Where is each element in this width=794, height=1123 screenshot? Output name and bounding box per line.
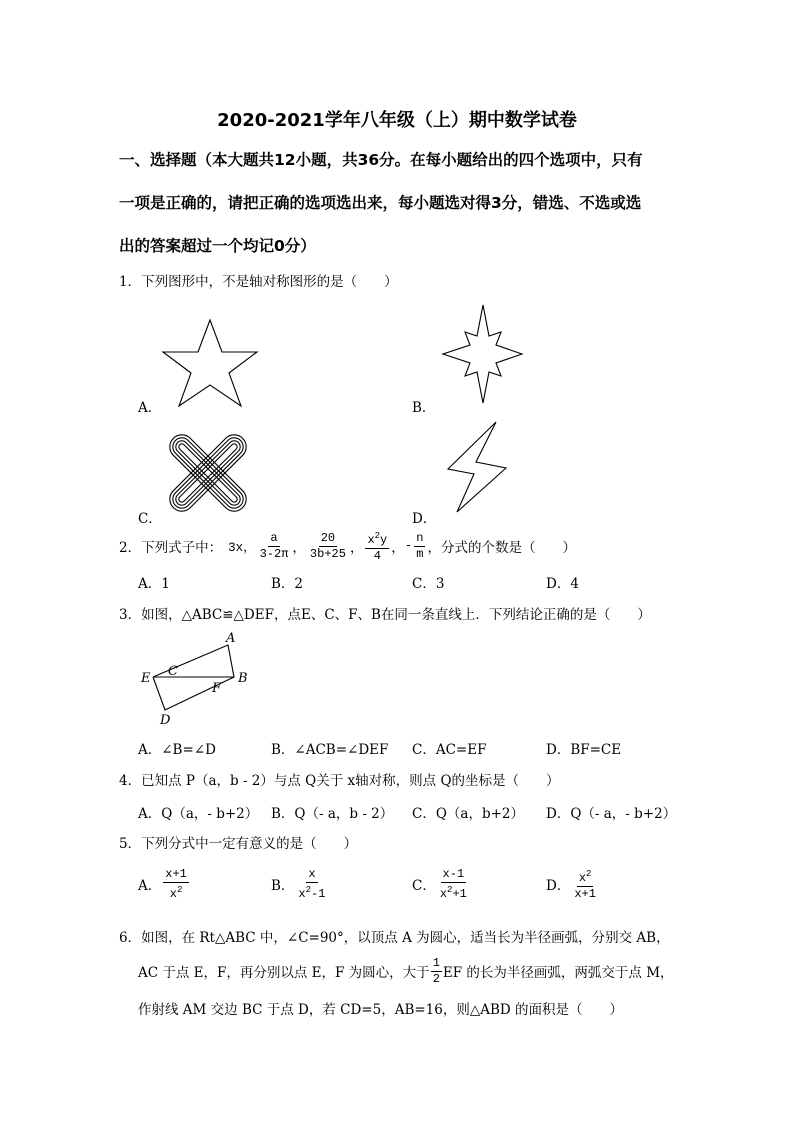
- q4-option-a: A．Q（a，- b+2）: [138, 806, 259, 822]
- q5-fraction-a: [163, 867, 189, 902]
- q5-option-c: [412, 862, 471, 906]
- q2-fraction-2: [308, 531, 348, 562]
- fraction-denominator: 3b+25: [309, 546, 346, 561]
- label-c: C: [168, 664, 178, 679]
- five-point-star-icon: [160, 318, 262, 410]
- q4-option-b: B．Q（- a，b - 2）: [271, 806, 394, 822]
- q3-option-b: B．∠ACB=∠DEF: [271, 742, 389, 758]
- q2-option-a: A．1: [138, 576, 170, 592]
- fraction-numerator: $x^2y$: [367, 530, 388, 547]
- q6-half-fraction: [431, 956, 442, 987]
- fraction-numerator: a: [270, 530, 278, 545]
- section-heading-line3: 出的答案超过一个均记0分）: [119, 237, 316, 255]
- q5-option-d: [546, 862, 600, 906]
- q2-fraction-4: [414, 531, 425, 562]
- q2-expr-1: 3x，: [228, 541, 256, 555]
- fraction-numerator: n: [416, 530, 424, 545]
- label-d: D: [160, 713, 171, 728]
- question-6-line2: [138, 956, 674, 986]
- q2-minus-sign: -: [404, 539, 413, 553]
- label-b: B: [238, 671, 248, 686]
- q5-option-a: [138, 862, 191, 906]
- question-1-text: 1．下列图形中，不是轴对称图形的是（ ）: [119, 274, 398, 290]
- label-f: F: [212, 681, 222, 696]
- q2-option-c: C．3: [412, 576, 445, 592]
- q4-option-c: C．Q（a，b+2）: [412, 806, 524, 822]
- fraction-numerator: 1: [432, 955, 440, 970]
- q5-fraction-b: [296, 867, 327, 902]
- fraction-numerator: x: [308, 866, 316, 881]
- section-heading-line1: 一、选择题（本大题共12小题，共36分。在每小题给出的四个选项中，只有: [119, 151, 643, 169]
- q1-option-c: C．: [138, 511, 162, 527]
- q1-option-d: D．: [412, 511, 437, 527]
- q1-option-b: B．: [412, 400, 436, 416]
- q3-option-c: C．AC=EF: [412, 742, 487, 758]
- fraction-denominator: 3-2π: [259, 546, 289, 561]
- q3-option-a: A．∠B=∠D: [138, 742, 216, 758]
- question-6-line1: 6．如图，在 Rt△ABC 中，∠C=90°，以顶点 A 为圆心，适当长为半径画弧，分别交 AB，: [119, 930, 670, 946]
- option-label: C．: [412, 878, 436, 894]
- fraction-numerator: x+1: [165, 866, 187, 881]
- question-4-text: 4．已知点 P（a，b - 2）与点 Q关于 x轴对称，则点 Q的坐标是（ ）: [119, 773, 560, 789]
- eight-point-star-icon: [440, 302, 524, 406]
- section-heading-line2: 一项是正确的，请把正确的选项选出来，每小题选对得3分，错选、不选或选: [119, 194, 642, 212]
- fraction-denominator: 4: [373, 548, 381, 563]
- q2-prefix: 2．下列式子中：: [119, 540, 223, 556]
- q2-fraction-1: [258, 531, 291, 562]
- label-a: A: [226, 631, 236, 646]
- fraction-denominator: m: [416, 546, 424, 561]
- q2-option-b: B．2: [271, 576, 304, 592]
- label-e: E: [141, 671, 151, 686]
- fraction-numerator: $x^2$: [578, 868, 592, 885]
- option-label: B．: [271, 878, 295, 894]
- fraction-numerator: 20: [320, 530, 336, 545]
- celtic-knot-icon: [165, 430, 251, 516]
- question-3-text: 3．如图，△ABC≌△DEF，点E、C、F、B在同一条直线上．下列结论正确的是（ ）: [119, 607, 651, 623]
- lightning-bolt-icon: [444, 420, 510, 514]
- fraction-denominator: $x^2$: [169, 884, 183, 901]
- q2-suffix: ，分式的个数是（ ）: [427, 540, 576, 556]
- q1-option-a: A．: [138, 400, 162, 416]
- q6-line2-end: EF 的长为半径画弧，两弧交于点 M，: [442, 965, 674, 981]
- q3-option-d: D．BF=CE: [546, 742, 622, 758]
- fraction-denominator: x+1: [574, 886, 596, 901]
- q2-fraction-3: [365, 529, 389, 564]
- option-label: A．: [138, 878, 162, 894]
- fraction-numerator: x-1: [442, 866, 465, 881]
- question-2-text: 2．下列式子中： 3x， $\frac{a}{3-2\pi}$ ， $\frac{20}{3b+25}$ ， $\frac{x^2y}{4}$ ， - $\frac{n}{m}$ ，分式的个数是（ ）: [119, 530, 576, 563]
- q4-option-d: D．Q（- a，- b+2）: [546, 806, 677, 822]
- question-6-line3: 作射线 AM 交边 BC 于点 D，若 CD=5，AB=16，则△ABD 的面积是（ ）: [138, 1002, 624, 1018]
- q5-fraction-c: [438, 867, 469, 902]
- fraction-denominator: $x^2-1$: [298, 884, 326, 901]
- q5-option-b: [271, 862, 329, 906]
- fraction-denominator: $x^2+1$: [439, 884, 467, 901]
- option-label: D．: [546, 878, 571, 894]
- fraction-denominator: 2: [432, 971, 440, 986]
- q6-line2-start: AC 于点 E，F，再分别以点 E，F 为圆心，大于: [138, 965, 430, 981]
- question-5-text: 5．下列分式中一定有意义的是（ ）: [119, 836, 358, 852]
- triangles-figure: [136, 628, 256, 728]
- page-title: 2020-2021学年八年级（上）期中数学试卷: [217, 110, 577, 131]
- q2-option-d: D．4: [546, 576, 579, 592]
- q5-fraction-d: [572, 867, 598, 902]
